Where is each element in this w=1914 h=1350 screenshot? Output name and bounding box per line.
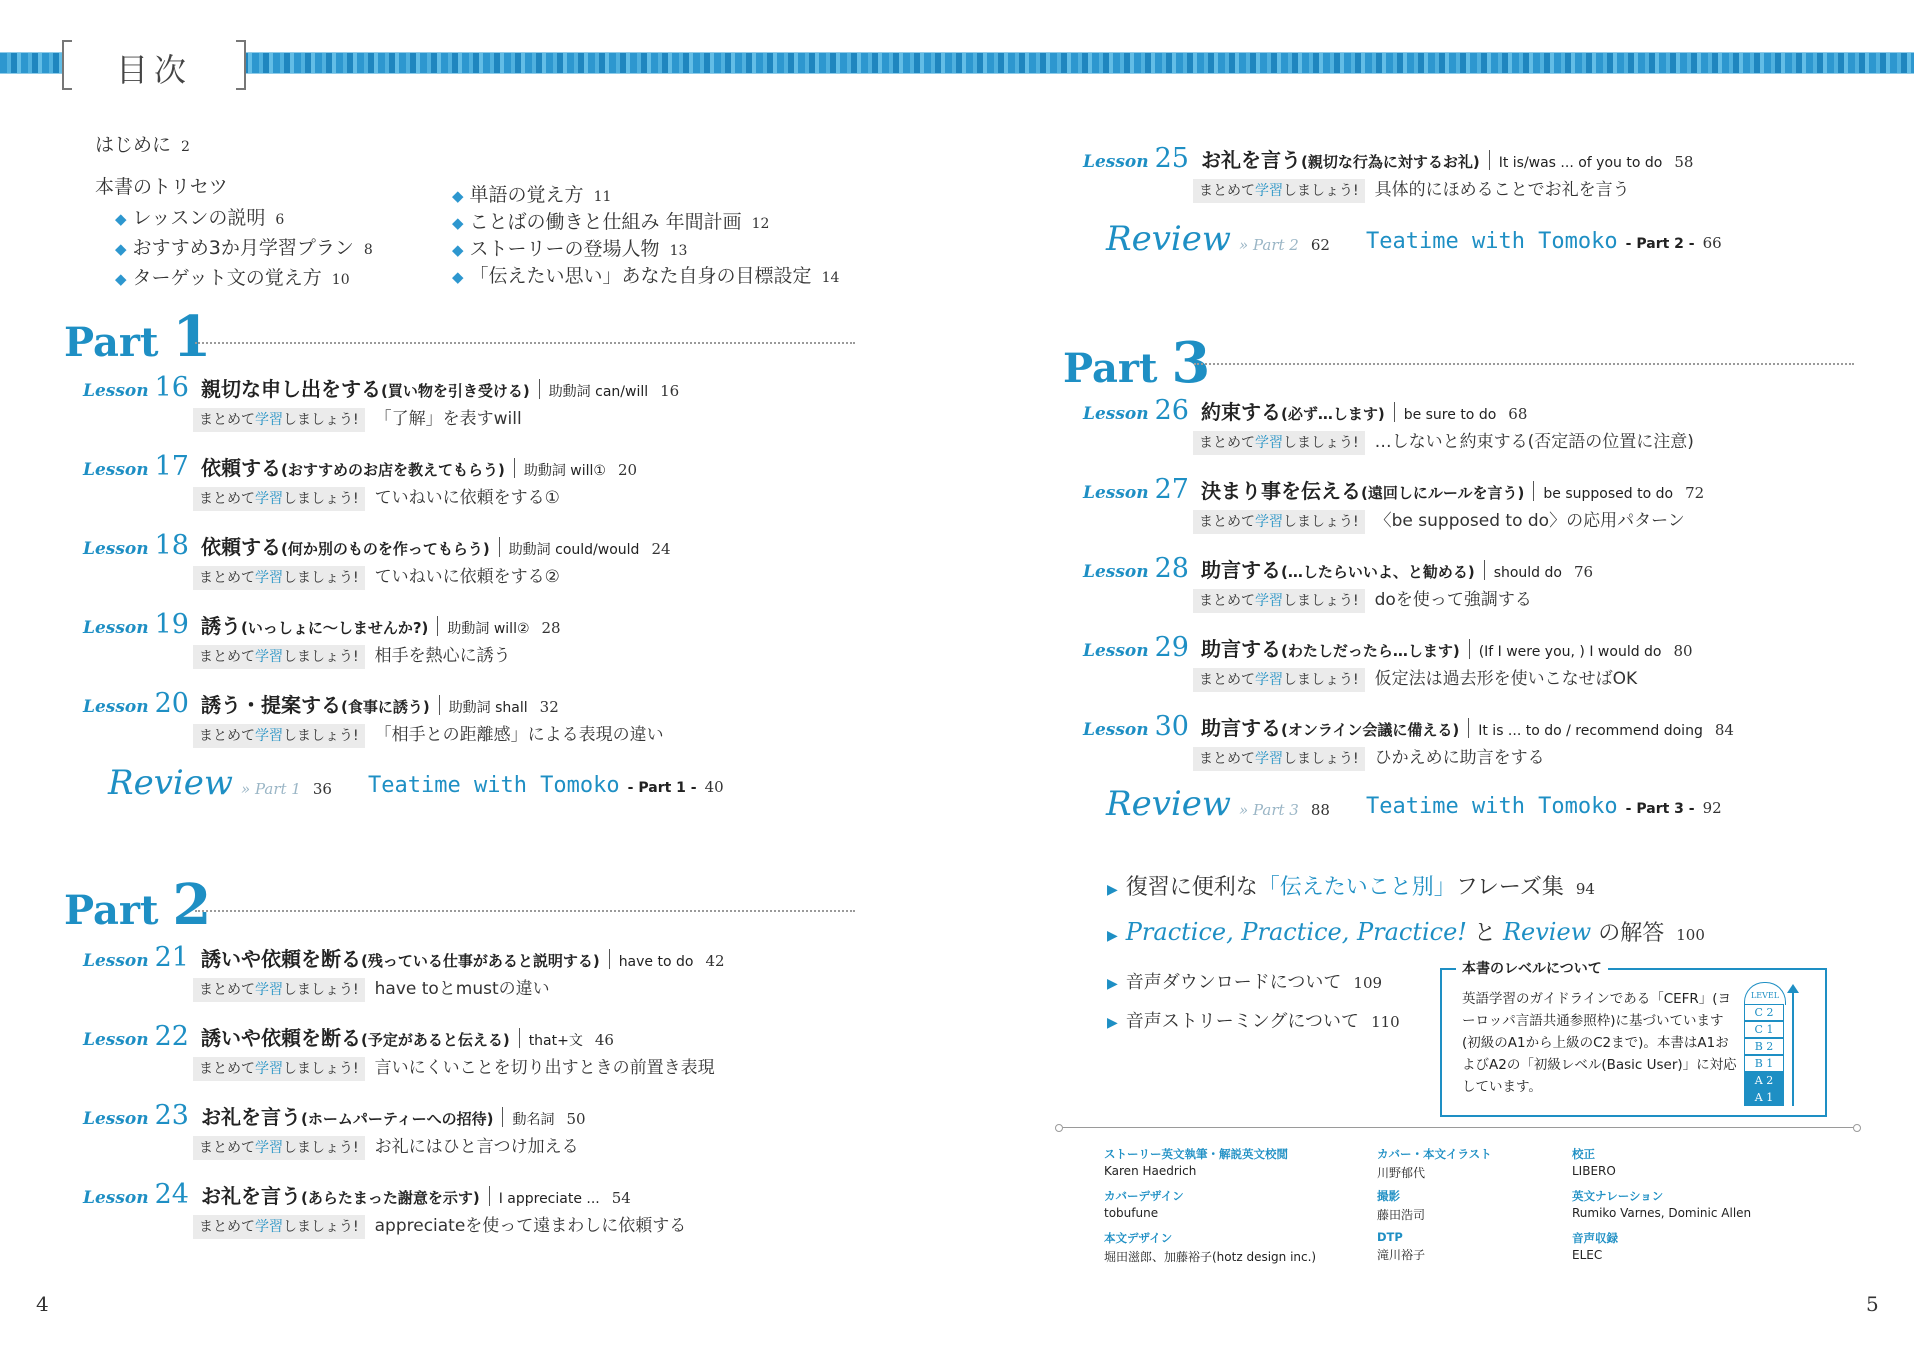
toc-title-frame [62, 42, 246, 88]
matome-badge: まとめて学習しましょう! [193, 978, 365, 1002]
part-2-heading: Part 2 [64, 872, 212, 938]
matome-badge: まとめて学習しましょう! [193, 724, 365, 748]
hajimeni-page: 2 [181, 139, 190, 155]
diamond-bullet-icon: ◆ [115, 210, 127, 228]
matome-badge: まとめて学習しましょう! [1193, 668, 1365, 692]
credit-item: 音声収録 ELEC [1572, 1231, 1618, 1262]
lesson-24[interactable]: Lesson 24 お礼を言う(あらたまった謝意を示す) I appreciate ... 54 まとめて学習しましょう! appreciateを使って遠まわしに依頼する [83, 1180, 863, 1238]
toc-title: 目次 [115, 51, 192, 89]
level-up-arrow-icon [1792, 990, 1794, 1106]
level-cell: C 2 [1744, 1004, 1784, 1021]
lesson-30[interactable]: Lesson 30 助言する(オンライン会議に備える) It is ... to do / recommend doing 84 まとめて学習しましょう! ひかえめに助言をする [1083, 712, 1863, 770]
review-link[interactable]: Review » Part 2 62 [1106, 219, 1330, 259]
credit-item: 校正 LIBERO [1572, 1147, 1616, 1178]
triangle-bullet-icon: ▶ [1107, 882, 1118, 898]
diamond-bullet-icon: ◆ [115, 240, 127, 258]
intro-torisetsu: 本書のトリセツ [95, 176, 228, 198]
triangle-bullet-icon: ▶ [1107, 976, 1118, 992]
level-cell-highlighted: A 1 [1744, 1089, 1784, 1106]
cefr-level-scale [1744, 982, 1784, 1106]
triangle-bullet-icon: ▶ [1107, 928, 1118, 944]
part-3-heading: Part 3 [1063, 330, 1211, 396]
lesson-17[interactable]: Lesson 17 依頼する(おすすめのお店を教えてもらう) 助動詞 will① 20 まとめて学習しましょう! ていねいに依頼をする① [83, 452, 863, 510]
matome-badge: まとめて学習しましょう! [1193, 510, 1365, 534]
matome-badge: まとめて学習しましょう! [193, 487, 365, 511]
review-link[interactable]: Review » Part 1 36 [108, 763, 332, 803]
intro-item[interactable]: ◆ おすすめ3か月学習プラン 8 [115, 237, 373, 259]
part-1-dotted-rule [195, 342, 855, 344]
credits-divider [1063, 1127, 1853, 1128]
matome-badge: まとめて学習しましょう! [1193, 747, 1365, 771]
part-2-dotted-rule [195, 910, 855, 912]
level-scale-title: LEVEL [1744, 982, 1786, 1005]
intro-item[interactable]: ◆ ことばの働きと仕組み 年間計画 12 [452, 211, 770, 233]
credit-item: 撮影 藤田浩司 [1377, 1189, 1426, 1222]
page-number-right: 5 [1866, 1292, 1879, 1316]
matome-badge: まとめて学習しましょう! [1193, 179, 1365, 203]
diamond-bullet-icon: ◆ [452, 268, 464, 286]
part-3-dotted-rule [1194, 363, 1854, 365]
matome-badge: まとめて学習しましょう! [193, 1136, 365, 1160]
matome-badge: まとめて学習しましょう! [1193, 431, 1365, 455]
review-row-part-2 [1106, 219, 1806, 259]
diamond-bullet-icon: ◆ [452, 241, 464, 259]
matome-badge: まとめて学習しましょう! [193, 645, 365, 669]
matome-badge: まとめて学習しましょう! [193, 408, 365, 432]
level-cell-highlighted: A 2 [1744, 1072, 1784, 1089]
review-row-part-3 [1106, 784, 1806, 824]
intro-left-list [115, 203, 373, 293]
extra-answers[interactable]: ▶ Practice, Practice, Practice! と Review の解答 100 [1107, 918, 1705, 946]
intro-item[interactable]: ◆ レッスンの説明 6 [115, 207, 285, 229]
review-row-part-1 [108, 763, 808, 803]
lesson-29[interactable]: Lesson 29 助言する(わたしだったら…します) (If I were you, ) I would do 80 まとめて学習しましょう! 仮定法は過去形を使いこなせばOK [1083, 633, 1863, 691]
lesson-21[interactable]: Lesson 21 誘いや依頼を断る(残っている仕事があると説明する) have to do 42 まとめて学習しましょう! have toとmustの違い [83, 943, 863, 1001]
extra-audio-download[interactable]: ▶ 音声ダウンロードについて 109 [1107, 972, 1383, 993]
credit-item: カバー・本文イラスト 川野郁代 [1377, 1147, 1492, 1180]
lesson-18[interactable]: Lesson 18 依頼する(何か別のものを作ってもらう) 助動詞 could/would 24 まとめて学習しましょう! ていねいに依頼をする② [83, 531, 863, 589]
teatime-link[interactable]: Teatime with Tomoko - Part 3 - 92 [1366, 794, 1722, 819]
teatime-link[interactable]: Teatime with Tomoko - Part 2 - 66 [1366, 229, 1722, 254]
extra-phrase-collection[interactable]: ▶ 復習に便利な「伝えたいこと別」フレーズ集 94 [1107, 875, 1595, 900]
credit-item: 英文ナレーション Rumiko Varnes, Dominic Allen [1572, 1189, 1752, 1220]
level-box-title: 本書のレベルについて [1456, 958, 1608, 978]
extra-audio-streaming[interactable]: ▶ 音声ストリーミングについて 110 [1107, 1011, 1400, 1032]
lesson-19[interactable]: Lesson 19 誘う(いっしょに～しませんか?) 助動詞 will② 28 まとめて学習しましょう! 相手を熱心に誘う [83, 610, 863, 668]
intro-right-list [452, 180, 839, 288]
intro-item[interactable]: ◆ 「伝えたい思い」あなた自身の目標設定 14 [452, 265, 840, 287]
level-box-body: 英語学習のガイドラインである「CEFR」(ヨーロッパ言語共通参照枠)に基づいています(初級のA1から上級のC2まで)。本書はA1およびA2の「初級レベル(Basic User)」に対応しています。 [1462, 991, 1737, 1095]
intro-item[interactable]: ◆ ターゲット文の覚え方 10 [115, 267, 350, 289]
header-brush-band [0, 52, 1914, 74]
teatime-link[interactable]: Teatime with Tomoko - Part 1 - 40 [368, 773, 724, 798]
matome-badge: まとめて学習しましょう! [193, 1215, 365, 1239]
diamond-bullet-icon: ◆ [115, 270, 127, 288]
review-link[interactable]: Review » Part 3 88 [1106, 784, 1330, 824]
credit-item: DTP 滝川裕子 [1377, 1230, 1426, 1262]
diamond-bullet-icon: ◆ [452, 214, 464, 232]
part-1-heading: Part 1 [64, 304, 212, 370]
lesson-27[interactable]: Lesson 27 決まり事を伝える(遠回しにルールを言う) be supposed to do 72 まとめて学習しましょう! 〈be supposed to do〉の応用パターン [1083, 475, 1863, 533]
lesson-23[interactable]: Lesson 23 お礼を言う(ホームパーティーへの招待) 動名詞 50 まとめて学習しましょう! お礼にはひと言つけ加える [83, 1101, 863, 1159]
lesson-28[interactable]: Lesson 28 助言する(…したらいいよ、と勧める) should do 76 まとめて学習しましょう! doを使って強調する [1083, 554, 1863, 612]
level-cell: B 2 [1744, 1038, 1784, 1055]
matome-badge: まとめて学習しましょう! [193, 566, 365, 590]
matome-badge: まとめて学習しましょう! [193, 1057, 365, 1081]
lesson-16[interactable]: Lesson 16 親切な申し出をする(買い物を引き受ける) 助動詞 can/will 16 まとめて学習しましょう! 「了解」を表すwill [83, 373, 863, 431]
lesson-26[interactable]: Lesson 26 約束する(必ず…します) be sure to do 68 まとめて学習しましょう! …しないと約束する(否定語の位置に注意) [1083, 396, 1863, 454]
level-info-box [1440, 961, 1827, 1117]
credit-item: カバーデザイン tobufune [1104, 1189, 1184, 1220]
intro-item[interactable]: ◆ ストーリーの登場人物 13 [452, 238, 688, 260]
matome-badge: まとめて学習しましょう! [1193, 589, 1365, 613]
credit-item: 本文デザイン 堀田滋郎、加藤裕子(hotz design inc.) [1104, 1231, 1317, 1264]
lesson-22[interactable]: Lesson 22 誘いや依頼を断る(予定があると伝える) that+文 46 まとめて学習しましょう! 言いにくいことを切り出すときの前置き表現 [83, 1022, 863, 1080]
lesson-25[interactable]: Lesson 25 お礼を言う(親切な行為に対するお礼) It is/was ... of you to do 58 まとめて学習しましょう! 具体的にほめることでお礼を言う [1083, 144, 1863, 202]
level-cell: B 1 [1744, 1055, 1784, 1072]
triangle-bullet-icon: ▶ [1107, 1015, 1118, 1031]
credit-item: ストーリー英文執筆・解説英文校閲 Karen Haedrich [1104, 1147, 1288, 1178]
page-number-left: 4 [36, 1292, 49, 1316]
intro-item[interactable]: ◆ 単語の覚え方 11 [452, 184, 612, 206]
lesson-20[interactable]: Lesson 20 誘う・提案する(食事に誘う) 助動詞 shall 32 まとめて学習しましょう! 「相手との距離感」による表現の違い [83, 689, 863, 747]
hajimeni-label: はじめに [95, 134, 172, 156]
diamond-bullet-icon: ◆ [452, 187, 464, 205]
level-cell: C 1 [1744, 1021, 1784, 1038]
intro-hajimeni[interactable] [95, 130, 190, 157]
